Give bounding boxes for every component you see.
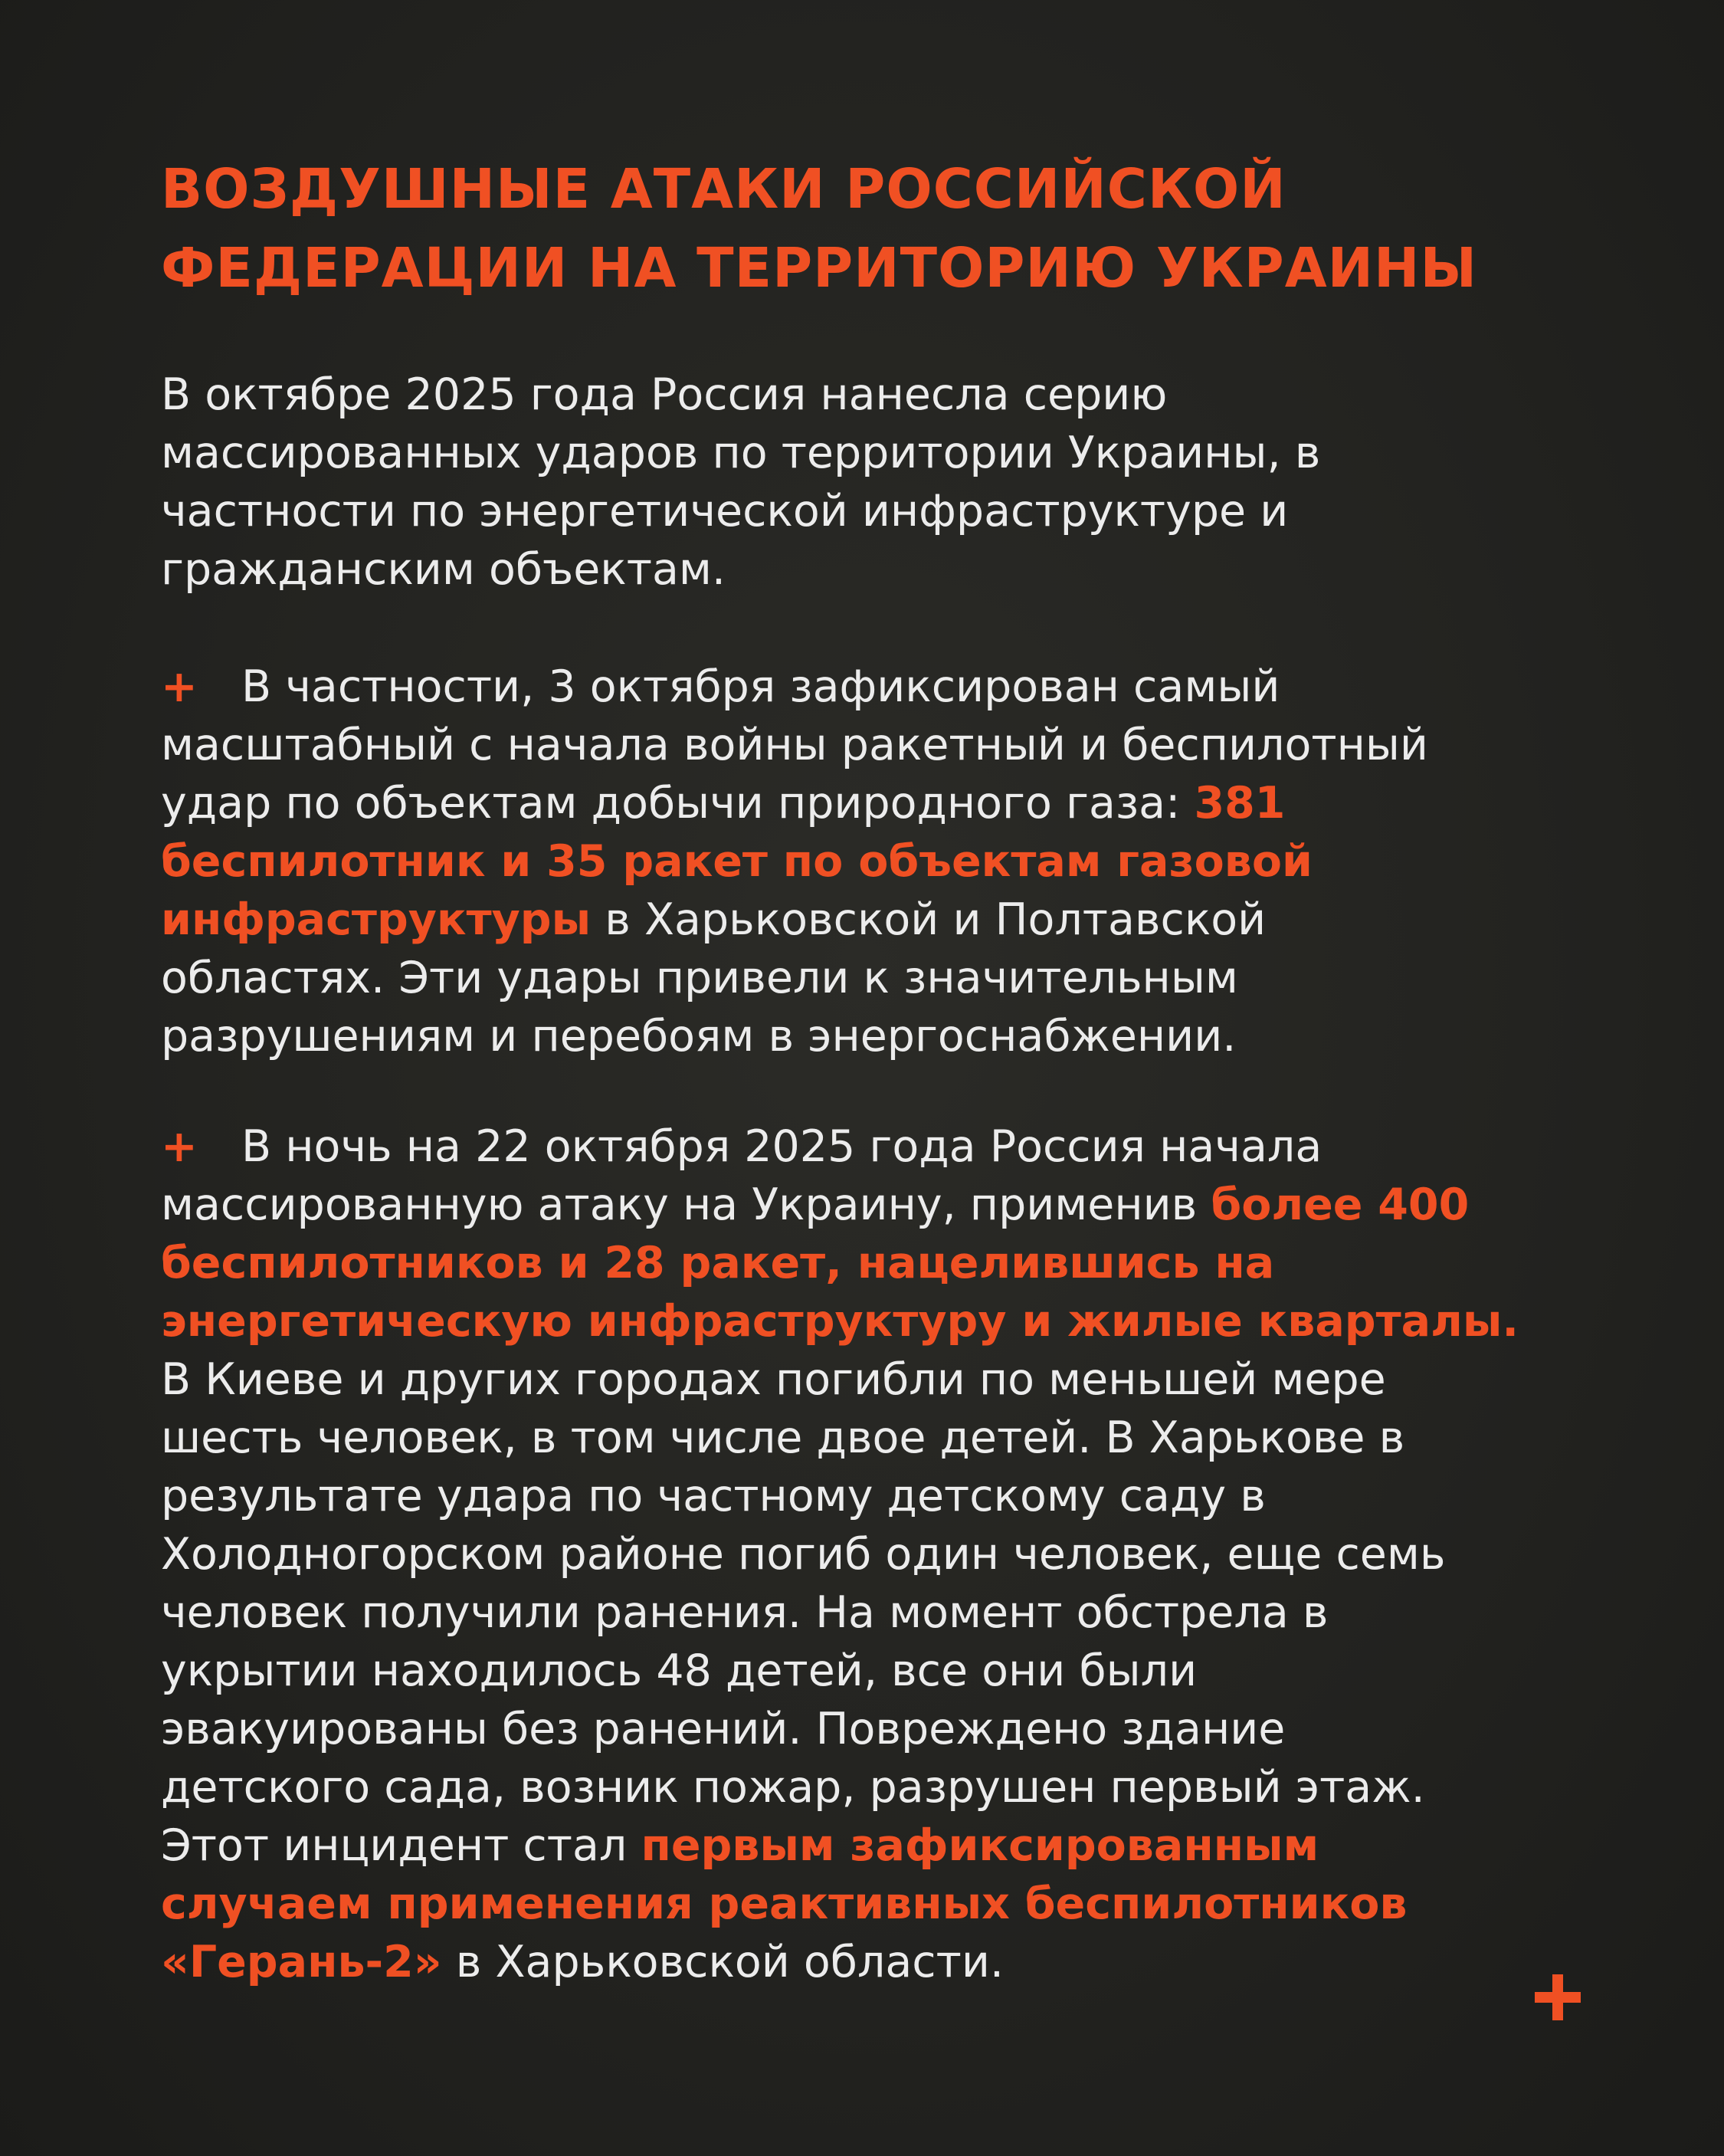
highlight-text: 381 bbox=[1194, 778, 1286, 829]
bullet-line: результате удара по частному детскому саду в bbox=[161, 1471, 1266, 1521]
intro-line: частности по энергетической инфраструктуре и bbox=[161, 486, 1289, 537]
bullet-line bbox=[161, 1117, 1640, 1176]
bullet-line: укрытии находилось 48 детей, все они были bbox=[161, 1646, 1198, 1696]
text: В частности, 3 октября зафиксирован самый bbox=[241, 661, 1280, 712]
bullet-line: Холодногорском районе погиб один человек, еще семь bbox=[161, 1529, 1446, 1580]
plus-bullet-icon: + bbox=[161, 661, 198, 712]
plus-bullet-icon: + bbox=[161, 1121, 198, 1172]
page-title bbox=[161, 149, 1663, 307]
plus-icon bbox=[1535, 1974, 1581, 2020]
highlight-line: беспилотников и 28 ракет, нацелившись на bbox=[161, 1238, 1275, 1288]
bullet-item bbox=[161, 658, 1640, 1065]
bullet-line bbox=[161, 774, 1640, 832]
highlight-text: инфраструктуры bbox=[161, 894, 592, 945]
bullet-line: В Киеве и других городах погибли по меньшей мере bbox=[161, 1354, 1386, 1405]
title-line: ФЕДЕРАЦИИ НА ТЕРРИТОРИЮ УКРАИНЫ bbox=[161, 236, 1478, 300]
text: в Харьковской области. bbox=[441, 1937, 1005, 1987]
highlight-text: более 400 bbox=[1211, 1180, 1470, 1230]
highlight-line: беспилотник и 35 ракет по объектам газовой bbox=[161, 836, 1313, 887]
bullet-line bbox=[161, 1176, 1640, 1234]
bullet-line bbox=[161, 658, 1640, 716]
text: удар по объектам добычи природного газа: bbox=[161, 778, 1195, 829]
highlight-text: «Герань-2» bbox=[161, 1937, 442, 1987]
bullet-line: масштабный с начала войны ракетный и беспилотный bbox=[161, 720, 1428, 770]
intro-line: массированных ударов по территории Украины, в bbox=[161, 428, 1321, 478]
bullet-line: человек получили ранения. На момент обстрела в bbox=[161, 1587, 1329, 1638]
intro-line: гражданским объектам. bbox=[161, 544, 726, 595]
bullet-line bbox=[161, 891, 1640, 949]
highlight-line: энергетическую инфраструктуру и жилые кварталы. bbox=[161, 1296, 1519, 1347]
bullet-line: областях. Эти удары привели к значительным bbox=[161, 953, 1238, 1003]
title-line: ВОЗДУШНЫЕ АТАКИ РОССИЙСКОЙ bbox=[161, 157, 1286, 221]
bullet-line: эвакуированы без ранений. Повреждено здание bbox=[161, 1704, 1286, 1754]
highlight-line: случаем применения реактивных беспилотников bbox=[161, 1879, 1408, 1929]
bullet-line: шесть человек, в том числе двое детей. В Харькове в bbox=[161, 1413, 1405, 1463]
text: в Харьковской и Полтавской bbox=[591, 894, 1267, 945]
text: массированную атаку на Украину, применив bbox=[161, 1180, 1211, 1230]
text: В ночь на 22 октября 2025 года Россия начала bbox=[241, 1121, 1322, 1172]
bullet-line bbox=[161, 1816, 1640, 1875]
intro-paragraph bbox=[161, 366, 1617, 599]
intro-line: В октябре 2025 года Россия нанесла серию bbox=[161, 369, 1168, 420]
bullet-line: разрушениям и перебоям в энергоснабжении. bbox=[161, 1011, 1237, 1062]
bullet-item bbox=[161, 1117, 1640, 1991]
text: Этот инцидент стал bbox=[161, 1820, 641, 1871]
bullet-line: детского сада, возник пожар, разрушен первый этаж. bbox=[161, 1762, 1425, 1813]
highlight-text: первым зафиксированным bbox=[641, 1820, 1319, 1871]
bullet-line bbox=[161, 1933, 1640, 1991]
